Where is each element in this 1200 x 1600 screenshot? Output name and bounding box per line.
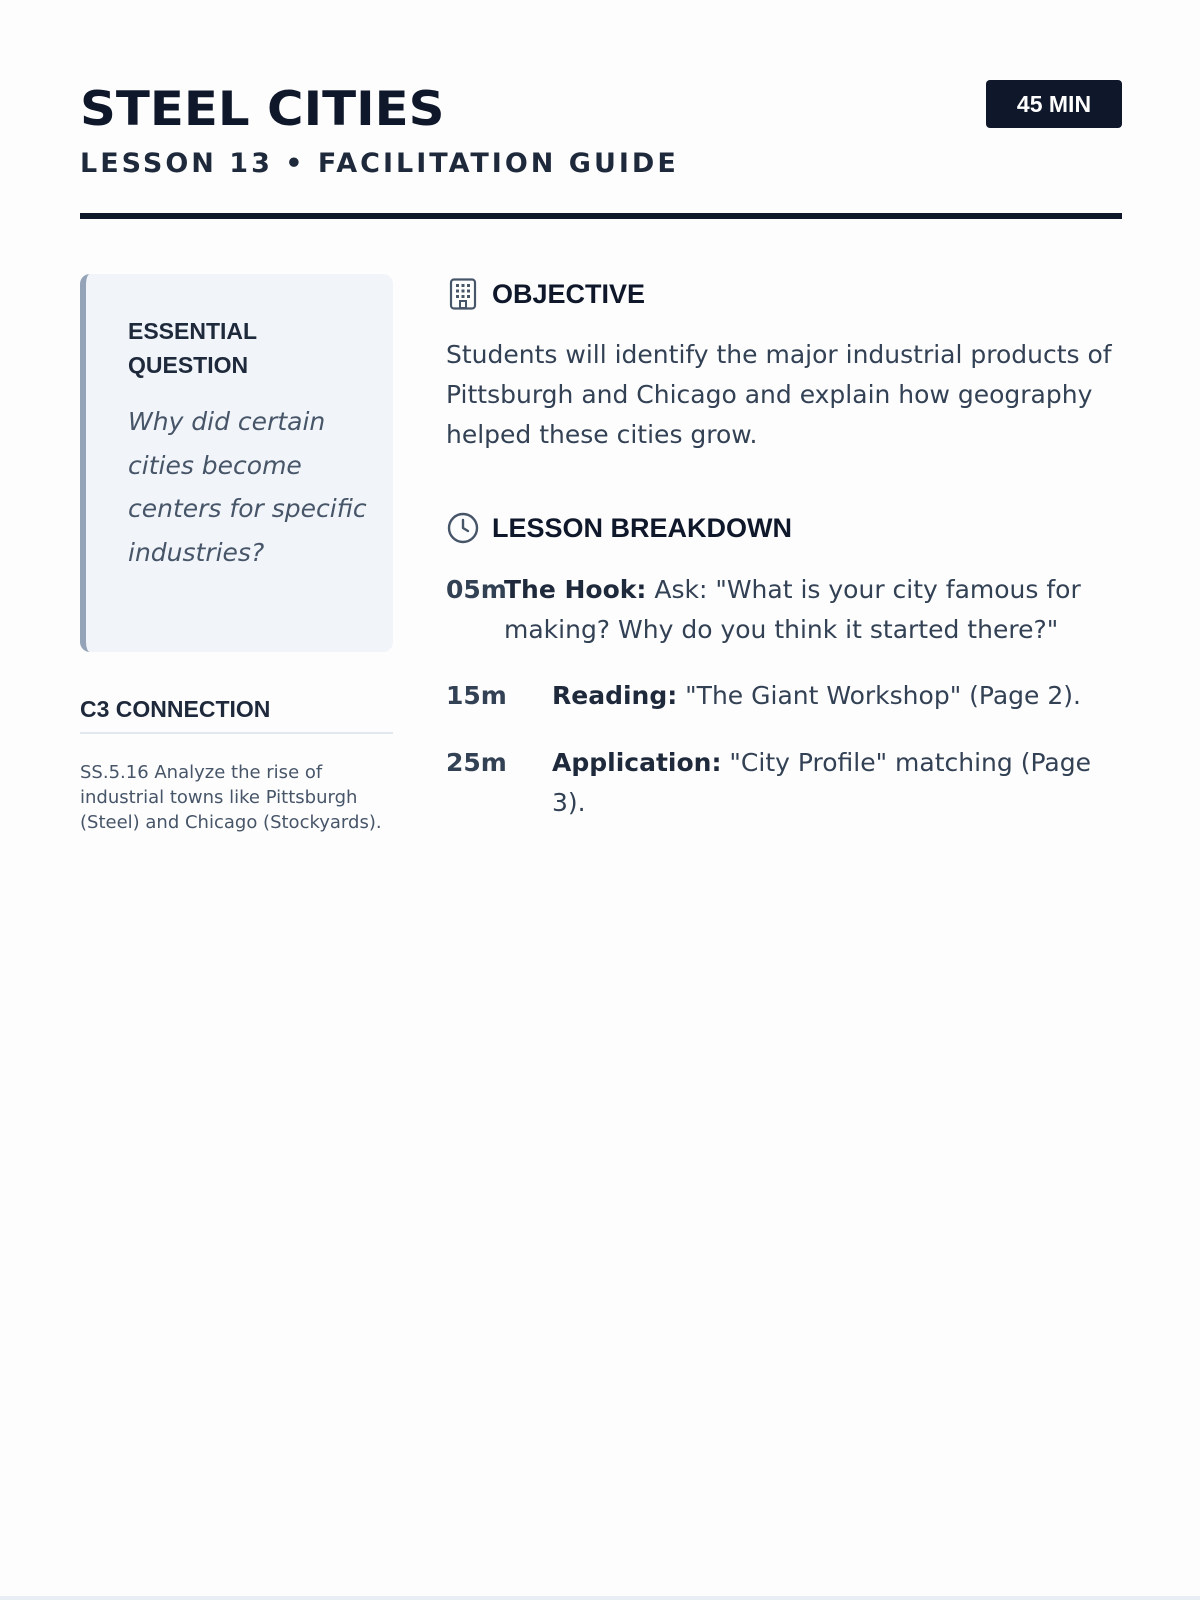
breakdown-body bbox=[552, 676, 1122, 716]
clock-icon bbox=[446, 511, 480, 545]
lesson-breakdown-heading-label: LESSON BREAKDOWN bbox=[492, 512, 793, 543]
essential-question-label-line2: QUESTION bbox=[128, 352, 249, 378]
breakdown-text: "City Profile" matching (Page 3). bbox=[552, 748, 1091, 817]
breakdown-item bbox=[446, 676, 1122, 716]
c3-connection-text: SS.5.16 Analyze the rise of industrial towns like Pittsburgh (Steel) and Chicago (Stockyards). bbox=[80, 762, 382, 833]
breakdown-body bbox=[552, 743, 1122, 823]
essential-question-label bbox=[128, 314, 373, 382]
breakdown-label: The Hook: bbox=[504, 575, 647, 604]
c3-connection-label: C3 CONNECTION bbox=[80, 696, 271, 722]
breakdown-item bbox=[446, 570, 1116, 650]
breakdown-label: Application: bbox=[552, 748, 722, 777]
objective-text: Students will identify the major industrial products of Pittsburgh and Chicago and explain how geography helped these cities grow. bbox=[446, 340, 1112, 449]
breakdown-item bbox=[446, 743, 1122, 823]
breakdown-time: 25m bbox=[446, 748, 507, 777]
header-divider bbox=[80, 213, 1122, 219]
essential-question-card bbox=[80, 274, 393, 652]
essential-question-text: Why did certain cities become centers for specific industries? bbox=[128, 407, 367, 567]
breakdown-label: Reading: bbox=[552, 681, 678, 710]
objective-heading bbox=[446, 277, 645, 311]
building-icon bbox=[446, 277, 480, 311]
breakdown-text: "The Giant Workshop" (Page 2). bbox=[677, 681, 1081, 710]
breakdown-time: 15m bbox=[446, 681, 507, 710]
page-title: STEEL CITIES bbox=[80, 82, 445, 137]
breakdown-text: Ask: "What is your city famous for making? Why do you think it started there?" bbox=[504, 575, 1081, 644]
breakdown-time: 05m bbox=[446, 575, 507, 604]
objective-heading-label: OBJECTIVE bbox=[492, 278, 646, 309]
essential-question-label-line1: ESSENTIAL bbox=[128, 318, 258, 344]
page-subtitle: LESSON 13 • FACILITATION GUIDE bbox=[80, 148, 679, 179]
duration-badge: 45 MIN bbox=[986, 80, 1122, 128]
c3-divider bbox=[80, 732, 393, 734]
lesson-breakdown-heading bbox=[446, 511, 792, 545]
